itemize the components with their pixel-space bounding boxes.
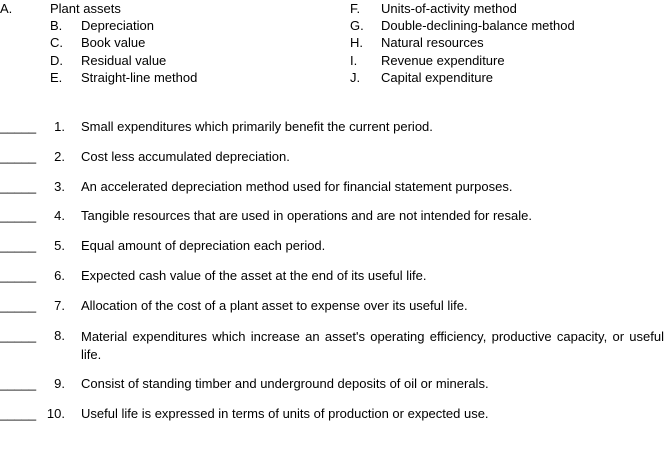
term-label: Capital expenditure (381, 70, 494, 85)
term-label: Revenue expenditure (381, 53, 505, 68)
term-letter: D. (50, 53, 63, 68)
term-letter: F. (350, 1, 361, 16)
term-label: Units-of-activity method (381, 1, 517, 16)
term-letter: B. (50, 18, 63, 33)
question-text: Allocation of the cost of a plant asset to expense over its useful life. (81, 298, 468, 313)
answer-blank[interactable]: _____ (0, 406, 37, 421)
term-letter: C. (50, 35, 63, 50)
question-text: Material expenditures which increase an asset's operating efficiency, productive capacity, or useful life. (81, 329, 664, 362)
question-text: Consist of standing timber and underground deposits of oil or minerals. (81, 376, 489, 391)
term-label: Book value (81, 35, 146, 50)
question-text: Small expenditures which primarily benefit the current period. (81, 119, 433, 134)
term-letter: I. (350, 53, 358, 68)
term-label: Straight-line method (81, 70, 198, 85)
answer-blank[interactable]: _____ (0, 238, 37, 253)
answer-blank[interactable]: _____ (0, 376, 37, 391)
answer-blank[interactable]: _____ (0, 328, 37, 343)
answer-blank[interactable]: _____ (0, 119, 37, 134)
term-label: Residual value (81, 53, 167, 68)
question-text: An accelerated depreciation method used for financial statement purposes. (81, 179, 513, 194)
term-letter: G. (350, 18, 364, 33)
answer-blank[interactable]: _____ (0, 149, 37, 164)
question-number: 5. (54, 238, 65, 253)
question-number: 4. (54, 208, 65, 223)
question-text: Expected cash value of the asset at the end of its useful life. (81, 268, 427, 283)
question-number: 9. (54, 376, 65, 391)
term-label: Double-declining-balance method (381, 18, 575, 33)
question-text: Cost less accumulated depreciation. (81, 149, 290, 164)
term-label: Natural resources (381, 35, 484, 50)
term-label: Plant assets (50, 1, 121, 16)
term-letter: E. (50, 70, 63, 85)
question-number: 8. (54, 328, 65, 343)
question-text: Tangible resources that are used in operations and are not intended for resale. (81, 208, 532, 223)
term-letter: J. (350, 70, 361, 85)
term-letter: A. (0, 1, 13, 16)
question-text: Useful life is expressed in terms of units of production or expected use. (81, 406, 489, 421)
question-number: 3. (54, 179, 65, 194)
term-label: Depreciation (81, 18, 154, 33)
answer-blank[interactable]: _____ (0, 179, 37, 194)
question-number: 2. (54, 149, 65, 164)
question-number: 1. (54, 119, 65, 134)
question-number: 10. (46, 406, 65, 421)
answer-blank[interactable]: _____ (0, 208, 37, 223)
term-letter: H. (350, 35, 363, 50)
answer-blank[interactable]: _____ (0, 298, 37, 313)
question-number: 6. (54, 268, 65, 283)
question-number: 7. (54, 298, 65, 313)
answer-blank[interactable]: _____ (0, 268, 37, 283)
question-text: Equal amount of depreciation each period. (81, 238, 326, 253)
